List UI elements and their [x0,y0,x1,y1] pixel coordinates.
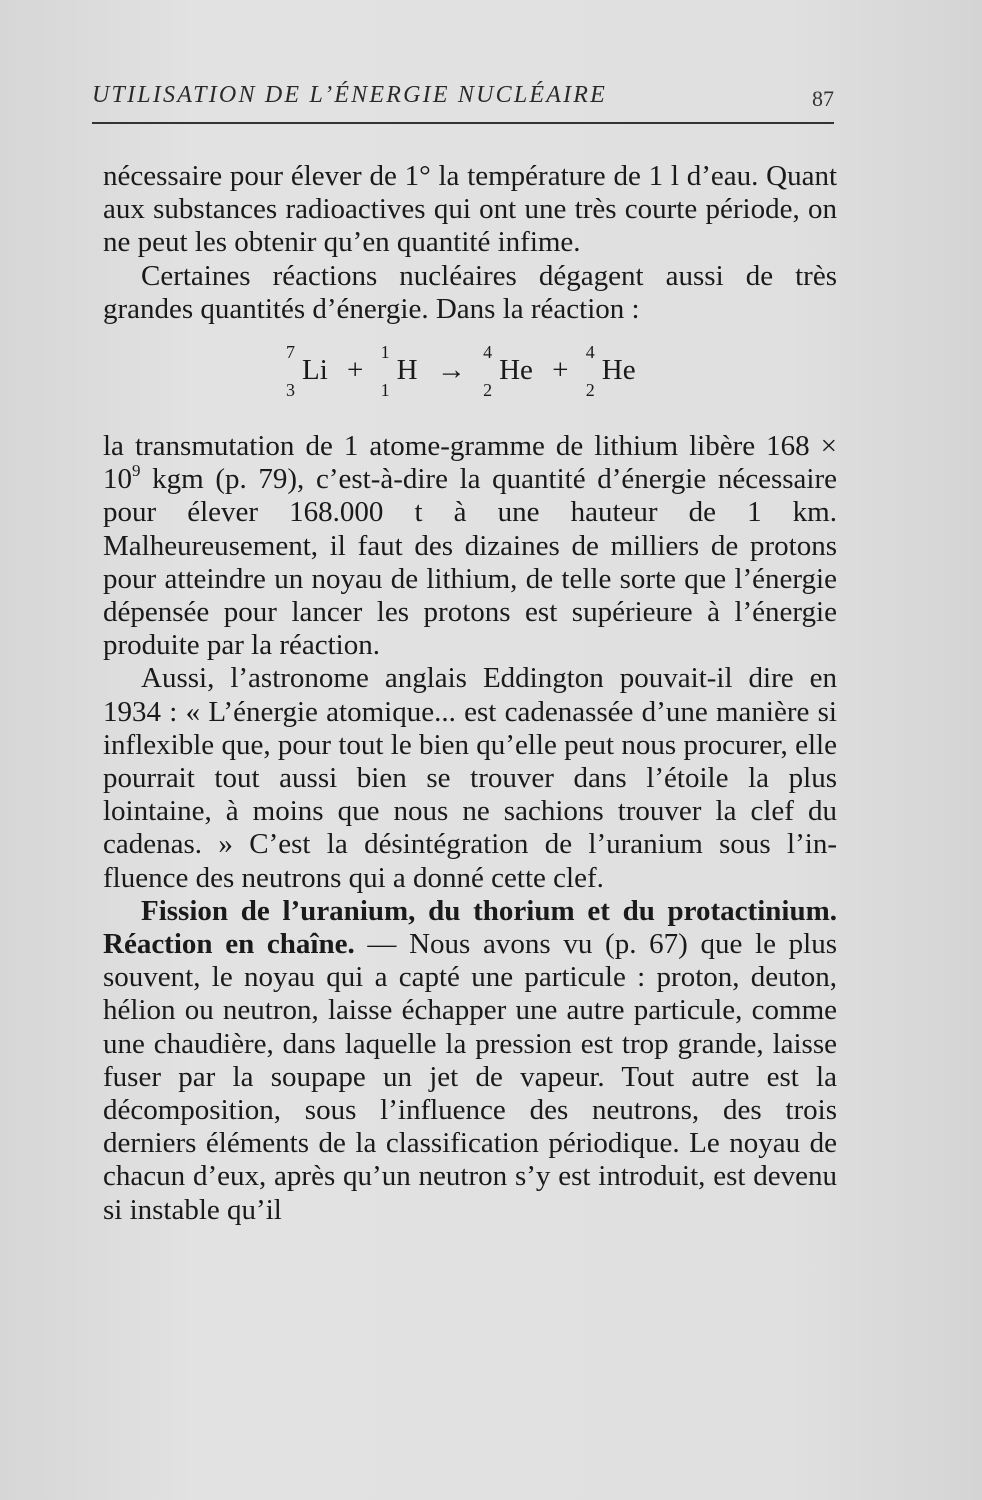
nuclide-helium-1 [483,342,533,401]
atomic-number: 2 [585,380,595,401]
paragraph-3-part-a: la transmutation de 1 atome-gramme de lithium libère 168 × 10 [103,430,837,496]
element-symbol: He [601,354,636,387]
element-symbol: H [396,354,418,387]
nuclear-reaction-formula [103,326,837,430]
mass-number: 7 [286,342,295,363]
page-number: 87 [812,86,834,111]
page-body [103,160,837,1227]
plus-sign: + [552,354,569,387]
mass-number: 4 [483,342,493,363]
nuclide-lithium [286,342,328,401]
atomic-number: 1 [380,380,390,401]
arrow-sign: → [436,354,466,387]
element-symbol: Li [302,354,328,387]
plus-sign: + [347,354,364,387]
mass-number: 4 [585,342,595,363]
paragraph-2: Certaines réactions nucléaires dégagent aussi de très grandes quantités d’énergie. Dans la réaction : [103,259,837,325]
atomic-number: 2 [483,380,493,401]
section-heading: Fission de l’uranium, du thorium et du protactinium. Réaction en chaîne. [103,894,837,961]
page-header [92,82,834,124]
element-symbol: He [499,354,533,387]
paragraph-5-body: — Nous avons vu (p. 67) que le plus souvent, le noyau qui a capté une particule : proton, deuton, hélion ou neutron, laisse échapper une autre particule, comme une chaudière, dans laquelle la pression est trop grande, laisse fuser par la soupape un jet de vapeur. Tout autre est la décomposition, sous l’influence des neutrons, des trois derniers éléments de la classification périodique. Le noyau de chacun d’eux, après qu’un neutron s’y est introduit, est devenu si instable qu’il [103,928,837,1226]
nuclide-helium-2 [585,342,636,401]
mass-number: 1 [380,342,390,363]
paragraph-3-part-b: kgm (p. 79), c’est-à-dire la quantité d’énergie nécessaire pour élever 168.000 t à une hauteur de 1 km. Malheureusement, il faut des dizaines de milliers de protons pour atteindre un noyau de lithium, de telle sorte que l’énergie dépensée pour lancer les protons est supérieure à l’énergie produite par la réaction. [103,463,837,662]
paragraph-5 [103,895,837,1227]
paragraph-1: nécessaire pour élever de 1° la température de 1 l d’eau. Quant aux substances radioactives qui ont une très courte période, on ne peut les obtenir qu’en quantité infime. [103,160,837,259]
exponent: 9 [132,461,141,481]
nuclide-hydrogen [380,342,418,401]
running-title: UTILISATION DE L’ÉNERGIE NUCLÉAIRE [92,82,608,108]
paragraph-4: Aussi, l’astronome anglais Eddington pouvait-il dire en 1934 : « L’énergie atomique... est cadenassée d’une manière si inflexible que, pour tout le bien qu’elle peut nous procurer, elle pourrait tout aussi bien se trouver dans l’étoile la plus lointaine, à moins que nous ne sachions trouver la clef du cadenas. » C’est la désintégration de l’uranium sous l’influence des neutrons qui a donné cette clef. [103,662,837,894]
atomic-number: 3 [286,380,295,401]
paragraph-3 [103,430,837,662]
formula-line [286,342,644,401]
